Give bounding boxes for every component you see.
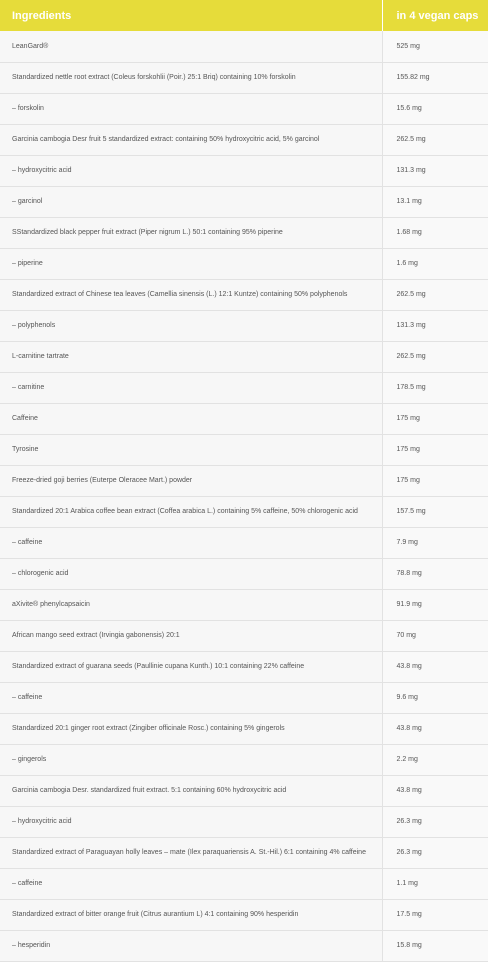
ingredient-amount: 2.2 mg: [382, 744, 488, 775]
table-row: [0, 775, 488, 806]
ingredient-amount: 15.8 mg: [382, 930, 488, 961]
ingredient-amount: 43.8 mg: [382, 713, 488, 744]
ingredient-name: – chlorogenic acid: [0, 558, 382, 589]
column-header-ingredients: Ingredients: [0, 0, 382, 31]
ingredient-amount: 131.3 mg: [382, 310, 488, 341]
ingredient-amount: 175 mg: [382, 465, 488, 496]
table-row: [0, 930, 488, 961]
table-row: [0, 589, 488, 620]
table-row: [0, 682, 488, 713]
ingredient-amount: 175 mg: [382, 403, 488, 434]
ingredient-name: Standardized 20:1 ginger root extract (Zingiber officinale Rosc.) containing 5% gingerols: [0, 713, 382, 744]
ingredient-name: – caffeine: [0, 682, 382, 713]
table-row: [0, 651, 488, 682]
ingredient-name: – hesperidin: [0, 930, 382, 961]
table-row: [0, 899, 488, 930]
ingredient-name: – polyphenols: [0, 310, 382, 341]
ingredient-amount: 155.82 mg: [382, 62, 488, 93]
table-body: [0, 31, 488, 961]
ingredient-name: Freeze-dried goji berries (Euterpe Oleracee Mart.) powder: [0, 465, 382, 496]
ingredient-amount: 262.5 mg: [382, 124, 488, 155]
ingredient-name: – hydroxycitric acid: [0, 806, 382, 837]
table-row: [0, 434, 488, 465]
ingredient-amount: 157.5 mg: [382, 496, 488, 527]
table-row: [0, 186, 488, 217]
ingredient-name: – caffeine: [0, 527, 382, 558]
ingredient-name: Standardized nettle root extract (Coleus forskohlii (Poir.) 25:1 Briq) containing 10% forskolin: [0, 62, 382, 93]
ingredient-amount: 91.9 mg: [382, 589, 488, 620]
ingredient-amount: 525 mg: [382, 31, 488, 62]
table-row: [0, 465, 488, 496]
ingredient-name: aXivite® phenylcapsaicin: [0, 589, 382, 620]
table-row: [0, 372, 488, 403]
table-row: [0, 713, 488, 744]
ingredient-name: Garcinia cambogia Desr fruit 5 standardized extract: containing 50% hydroxycitric acid, 5% garcinol: [0, 124, 382, 155]
ingredient-amount: 43.8 mg: [382, 651, 488, 682]
ingredient-amount: 1.68 mg: [382, 217, 488, 248]
ingredient-amount: 1.6 mg: [382, 248, 488, 279]
table-row: [0, 248, 488, 279]
ingredient-name: – piperine: [0, 248, 382, 279]
ingredient-name: African mango seed extract (Irvingia gabonensis) 20:1: [0, 620, 382, 651]
ingredient-name: – carnitine: [0, 372, 382, 403]
ingredient-amount: 7.9 mg: [382, 527, 488, 558]
table-row: [0, 124, 488, 155]
table-row: [0, 806, 488, 837]
table-row: [0, 868, 488, 899]
ingredient-amount: 17.5 mg: [382, 899, 488, 930]
ingredient-amount: 1.1 mg: [382, 868, 488, 899]
ingredient-name: – caffeine: [0, 868, 382, 899]
table-row: [0, 558, 488, 589]
ingredient-name: Garcinia cambogia Desr. standardized fruit extract. 5:1 containing 60% hydroxycitric acid: [0, 775, 382, 806]
table-row: [0, 341, 488, 372]
table-row: [0, 279, 488, 310]
ingredient-amount: 131.3 mg: [382, 155, 488, 186]
table-row: [0, 310, 488, 341]
table-row: [0, 403, 488, 434]
ingredient-name: Standardized extract of guarana seeds (Paullinie cupana Kunth.) 10:1 containing 22% caffeine: [0, 651, 382, 682]
ingredient-name: – garcinol: [0, 186, 382, 217]
table-row: [0, 62, 488, 93]
ingredient-name: – forskolin: [0, 93, 382, 124]
ingredient-amount: 70 mg: [382, 620, 488, 651]
column-header-amount: in 4 vegan caps: [382, 0, 488, 31]
ingredient-name: Standardized extract of Paraguayan holly leaves – mate (Ilex paraquariensis A. St.-Hil.) 6:1 containing 4% caffeine: [0, 837, 382, 868]
ingredient-amount: 178.5 mg: [382, 372, 488, 403]
ingredient-name: SStandardized black pepper fruit extract (Piper nigrum L.) 50:1 containing 95% piperine: [0, 217, 382, 248]
table-row: [0, 496, 488, 527]
ingredient-amount: 9.6 mg: [382, 682, 488, 713]
table-row: [0, 31, 488, 62]
ingredient-amount: 175 mg: [382, 434, 488, 465]
ingredient-name: Tyrosine: [0, 434, 382, 465]
ingredient-name: Caffeine: [0, 403, 382, 434]
ingredient-name: – hydroxycitric acid: [0, 155, 382, 186]
ingredient-name: Standardized extract of Chinese tea leaves (Camellia sinensis (L.) 12:1 Kuntze) containing 50% polyphenols: [0, 279, 382, 310]
table-row: [0, 837, 488, 868]
table-row: [0, 217, 488, 248]
ingredient-amount: 26.3 mg: [382, 806, 488, 837]
table-row: [0, 93, 488, 124]
ingredient-amount: 15.6 mg: [382, 93, 488, 124]
ingredient-name: L-carnitine tartrate: [0, 341, 382, 372]
ingredient-name: Standardized extract of bitter orange fruit (Citrus aurantium L) 4:1 containing 90% hesperidin: [0, 899, 382, 930]
table-header-row: [0, 0, 488, 31]
table-row: [0, 155, 488, 186]
ingredient-amount: 26.3 mg: [382, 837, 488, 868]
ingredient-amount: 13.1 mg: [382, 186, 488, 217]
table-row: [0, 527, 488, 558]
ingredient-amount: 262.5 mg: [382, 341, 488, 372]
table-row: [0, 620, 488, 651]
ingredient-amount: 43.8 mg: [382, 775, 488, 806]
ingredient-name: LeanGard®: [0, 31, 382, 62]
ingredient-amount: 78.8 mg: [382, 558, 488, 589]
ingredient-name: Standardized 20:1 Arabica coffee bean extract (Coffea arabica L.) containing 5% caffeine, 50% chlorogenic acid: [0, 496, 382, 527]
ingredient-amount: 262.5 mg: [382, 279, 488, 310]
ingredient-name: – gingerols: [0, 744, 382, 775]
table-row: [0, 744, 488, 775]
